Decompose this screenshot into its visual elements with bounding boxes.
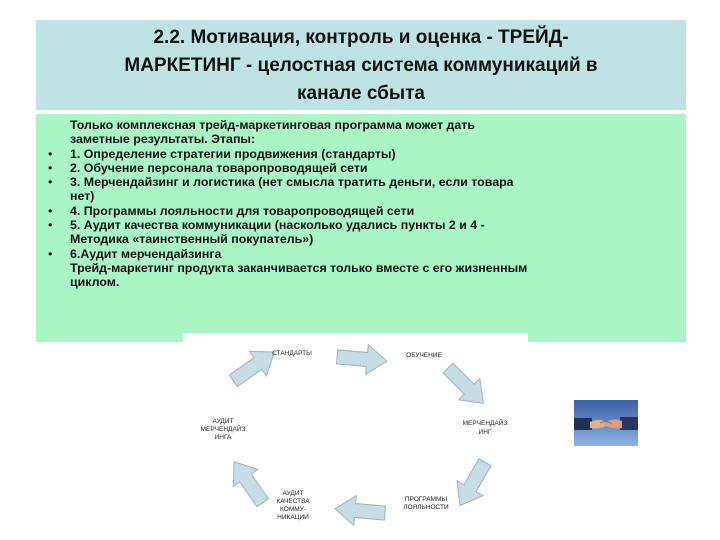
arrow-audit-merch-to-standards	[225, 340, 283, 393]
arrow-audit-comm-to-audit-merch	[222, 453, 275, 511]
stage-2: • 2. Обучение персонала товаропроводящей сети	[70, 161, 674, 175]
stage-3-cont: нет)	[70, 189, 95, 204]
conclusion-line-1: Трейд-маркетинг продукта заканчивается только вместе с его жизненным	[70, 260, 528, 275]
slide-title	[36, 20, 686, 110]
label-loyalty-2: ЛОЯЛЬНОСТИ	[403, 504, 449, 511]
conclusion-line-2: циклом.	[70, 275, 120, 290]
label-audit-merch-2: МЕРЧЕНДАЙЗ	[200, 426, 246, 433]
label-audit-comm-1: АУДИТ	[282, 490, 304, 497]
content-list	[36, 114, 686, 342]
stage-3: • 3. Мерчендайзинг и логистика (нет смысла тратить деньги, если товара	[70, 175, 674, 189]
arrow-loyalty-to-audit-comm	[334, 494, 386, 528]
stage-1: • 1. Определение стратегии продвижения (стандарты)	[70, 147, 674, 161]
title-line-2: МАРКЕТИНГ - целостная система коммуникаций в	[124, 55, 598, 76]
stage-4: • 4. Программы лояльности для товаропроводящей сети	[70, 204, 674, 218]
arrow-merch-to-loyalty	[447, 455, 498, 513]
label-loyalty-1: ПРОГРАММЫ	[404, 496, 448, 503]
label-audit-comm-2: КАЧЕСТВА	[276, 498, 310, 505]
label-audit-merch-1: АУДИТ	[212, 418, 234, 425]
stage-6: • 6.Аудит мерчендайзинга	[70, 247, 674, 261]
intro-line-2: заметные результаты. Этапы:	[70, 132, 256, 147]
cycle-diagram-svg	[183, 333, 528, 540]
label-audit-merch-3: ИНГА	[214, 434, 232, 441]
handshake-icon	[574, 400, 638, 446]
stage-5-cont: Методика «таинственный покупатель»)	[70, 232, 314, 247]
label-merch-1: МЕРЧЕНДАЙЗ	[462, 420, 508, 427]
label-standards: СТАНДАРТЫ	[272, 350, 312, 357]
label-training: ОБУЧЕНИЕ	[406, 352, 442, 359]
title-line-3: канале сбыта	[297, 83, 425, 104]
label-audit-comm-4: НИКАЦИИ	[277, 514, 309, 521]
cycle-diagram	[183, 333, 528, 540]
title-line-1: 2.2. Мотивация, контроль и оценка - ТРЕЙД-	[153, 27, 569, 48]
label-merch-2: ИНГ	[478, 429, 492, 436]
label-audit-comm-3: КОММУ-	[280, 506, 306, 513]
stage-5: • 5. Аудит качества коммуникации (насколько удались пункты 2 и 4 -	[70, 218, 674, 232]
arrow-training-to-merch	[437, 357, 494, 414]
intro-line-1: Только комплексная трейд-маркетинговая программа может дать	[70, 118, 475, 132]
arrow-standards-to-training	[336, 342, 388, 376]
